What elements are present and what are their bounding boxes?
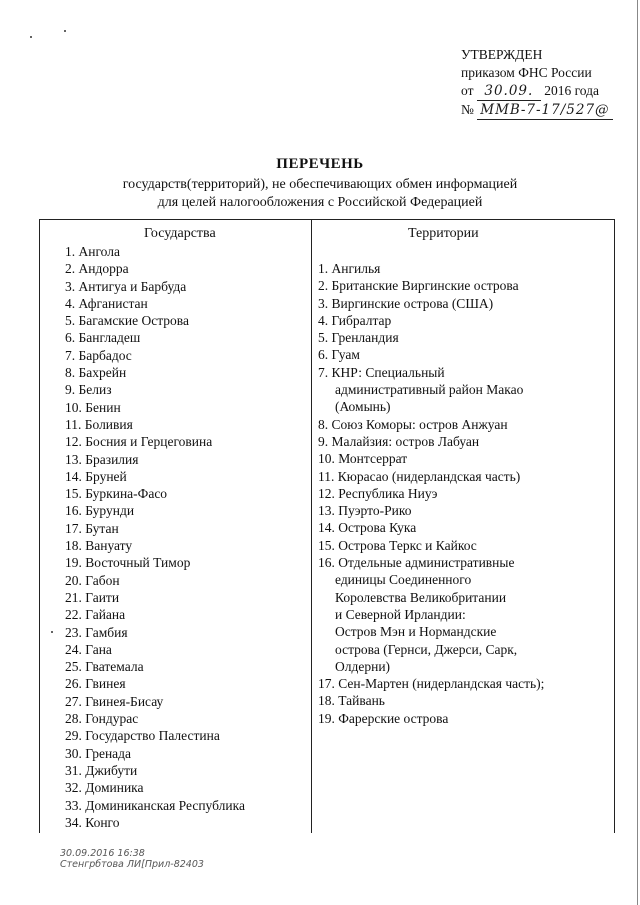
territory-item: 18. Тайвань (318, 693, 385, 709)
territory-item: 12. Республика Ниуэ (318, 485, 438, 501)
territory-item-wrap: Олдерни) (335, 658, 391, 674)
approval-date-line (461, 82, 613, 101)
territory-item-wrap: Остров Мэн и Нормандские (335, 624, 497, 640)
state-item: 6. Бангладеш (65, 330, 141, 346)
state-item: 22. Гайана (65, 607, 126, 623)
territory-item: 19. Фарерские острова (318, 710, 449, 726)
territory-item: 7. КНР: Специальный (318, 364, 445, 380)
state-item: 7. Барбадос (65, 347, 132, 363)
approval-year: 2016 года (544, 83, 600, 98)
document-subtitle-line-2: для целей налогообложения с Российской Федерацией (157, 195, 483, 210)
column-header-states: Государства (144, 226, 216, 241)
state-item: 5. Багамские Острова (65, 313, 189, 329)
territory-item-continuation (318, 658, 544, 675)
territory-item: 5. Гренландия (318, 330, 399, 346)
state-item: 4. Афганистан (65, 295, 148, 311)
state-item: 28. Гондурас (65, 711, 139, 727)
state-item: 18. Вануату (65, 538, 133, 554)
territory-item: 9. Малайзия: остров Лабуан (318, 433, 480, 449)
territory-item-wrap: и Северной Ирландии: (335, 606, 466, 622)
document-footnote (60, 848, 204, 870)
state-item: 29. Государство Палестина (65, 728, 220, 744)
territory-item-continuation (318, 589, 544, 606)
state-item: 12. Босния и Герцеговина (65, 434, 213, 450)
document-subtitle-line-1: государств(территорий), не обеспечивающих обмен информацией (122, 177, 518, 192)
state-item: 14. Бруней (65, 468, 127, 484)
page-edge (637, 0, 638, 905)
state-item: 11. Боливия (65, 416, 133, 432)
state-item: 13. Бразилия (65, 451, 139, 467)
column-header-territories: Территории (408, 226, 479, 241)
footnote-timestamp: 30.09.2016 16:38 (60, 848, 145, 859)
approval-number-line (461, 101, 613, 120)
state-item: 32. Доминика (65, 780, 144, 796)
state-item: 30. Гренада (65, 745, 132, 761)
state-item: 21. Гаити (65, 589, 120, 605)
territory-item: 10. Монтсеррат (318, 451, 408, 467)
state-item: 27. Гвинея-Бисау (65, 693, 164, 709)
territory-item: 6. Гуам (318, 347, 360, 363)
territory-item: 13. Пуэрто-Рико (318, 503, 412, 519)
territories-list (318, 260, 544, 727)
territory-item-wrap: единицы Соединенного (335, 572, 472, 588)
approval-from-label: от (461, 83, 474, 98)
state-item: 2. Андорра (65, 261, 129, 277)
territory-item-continuation (318, 398, 544, 415)
states-list (65, 243, 245, 831)
state-item: 19. Восточный Тимор (65, 555, 191, 571)
approval-number-label: № (461, 102, 474, 117)
territory-item-continuation (318, 571, 544, 588)
territory-item-continuation (318, 623, 544, 640)
state-item: 24. Гана (65, 641, 112, 657)
territory-item-continuation (318, 381, 544, 398)
territory-item-wrap: острова (Гернси, Джерси, Сарк, (335, 641, 518, 657)
territory-item: 4. Гибралтар (318, 312, 392, 328)
table-column-divider (311, 220, 312, 833)
territory-item: 1. Ангилья (318, 261, 381, 276)
state-item: 26. Гвинея (65, 676, 126, 692)
approval-line-1: УТВЕРЖДЕН (461, 47, 543, 62)
territory-item-wrap: Королевства Великобритании (335, 589, 507, 605)
state-item: 25. Гватемала (65, 659, 144, 675)
territory-item: 8. Союз Коморы: остров Анжуан (318, 416, 508, 432)
state-item: 15. Буркина-Фасо (65, 486, 168, 502)
territory-item: 3. Виргинские острова (США) (318, 295, 494, 311)
state-item: 3. Антигуа и Барбуда (65, 278, 187, 294)
scan-speck-1 (30, 36, 32, 38)
territory-item: 17. Сен-Мартен (нидерландская часть); (318, 676, 545, 692)
state-item: 16. Бурунди (65, 503, 135, 519)
state-item: 34. Конго (65, 814, 120, 830)
territory-item-continuation (318, 606, 544, 623)
state-item: 17. Бутан (65, 520, 119, 536)
territory-item: 14. Острова Кука (318, 520, 417, 536)
territory-item: 2. Британские Виргинские острова (318, 278, 519, 294)
document-title: ПЕРЕЧЕНЬ (276, 156, 364, 172)
territory-item-continuation (318, 641, 544, 658)
territory-item: 16. Отдельные административные (318, 555, 515, 571)
state-item: 33. Доминиканская Республика (65, 797, 245, 813)
approval-line-2: приказом ФНС России (461, 65, 592, 80)
state-item: 8. Бахрейн (65, 365, 127, 381)
state-item: 31. Джибути (65, 762, 138, 778)
territory-item: 15. Острова Теркс и Кайкос (318, 537, 477, 553)
territory-item-wrap: (Аомынь) (335, 399, 391, 415)
handwritten-order-number: ММВ-7-17/527@ (477, 101, 612, 120)
footnote-file-ref: Стенгрбтова ЛИ[Прил-82403 (60, 859, 204, 870)
scan-speck-2 (64, 30, 66, 32)
state-item: 1. Ангола (65, 244, 120, 259)
approval-stamp (461, 46, 613, 120)
state-item: 20. Габон (65, 572, 120, 588)
handwritten-date: 30.09. (477, 82, 541, 101)
territory-item-wrap: административный район Макао (335, 382, 524, 398)
state-item: 10. Бенин (65, 399, 121, 415)
state-item: 9. Белиз (65, 382, 112, 398)
territory-item: 11. Кюрасао (нидерландская часть) (318, 468, 521, 484)
state-item: 23. Гамбия (65, 624, 128, 640)
